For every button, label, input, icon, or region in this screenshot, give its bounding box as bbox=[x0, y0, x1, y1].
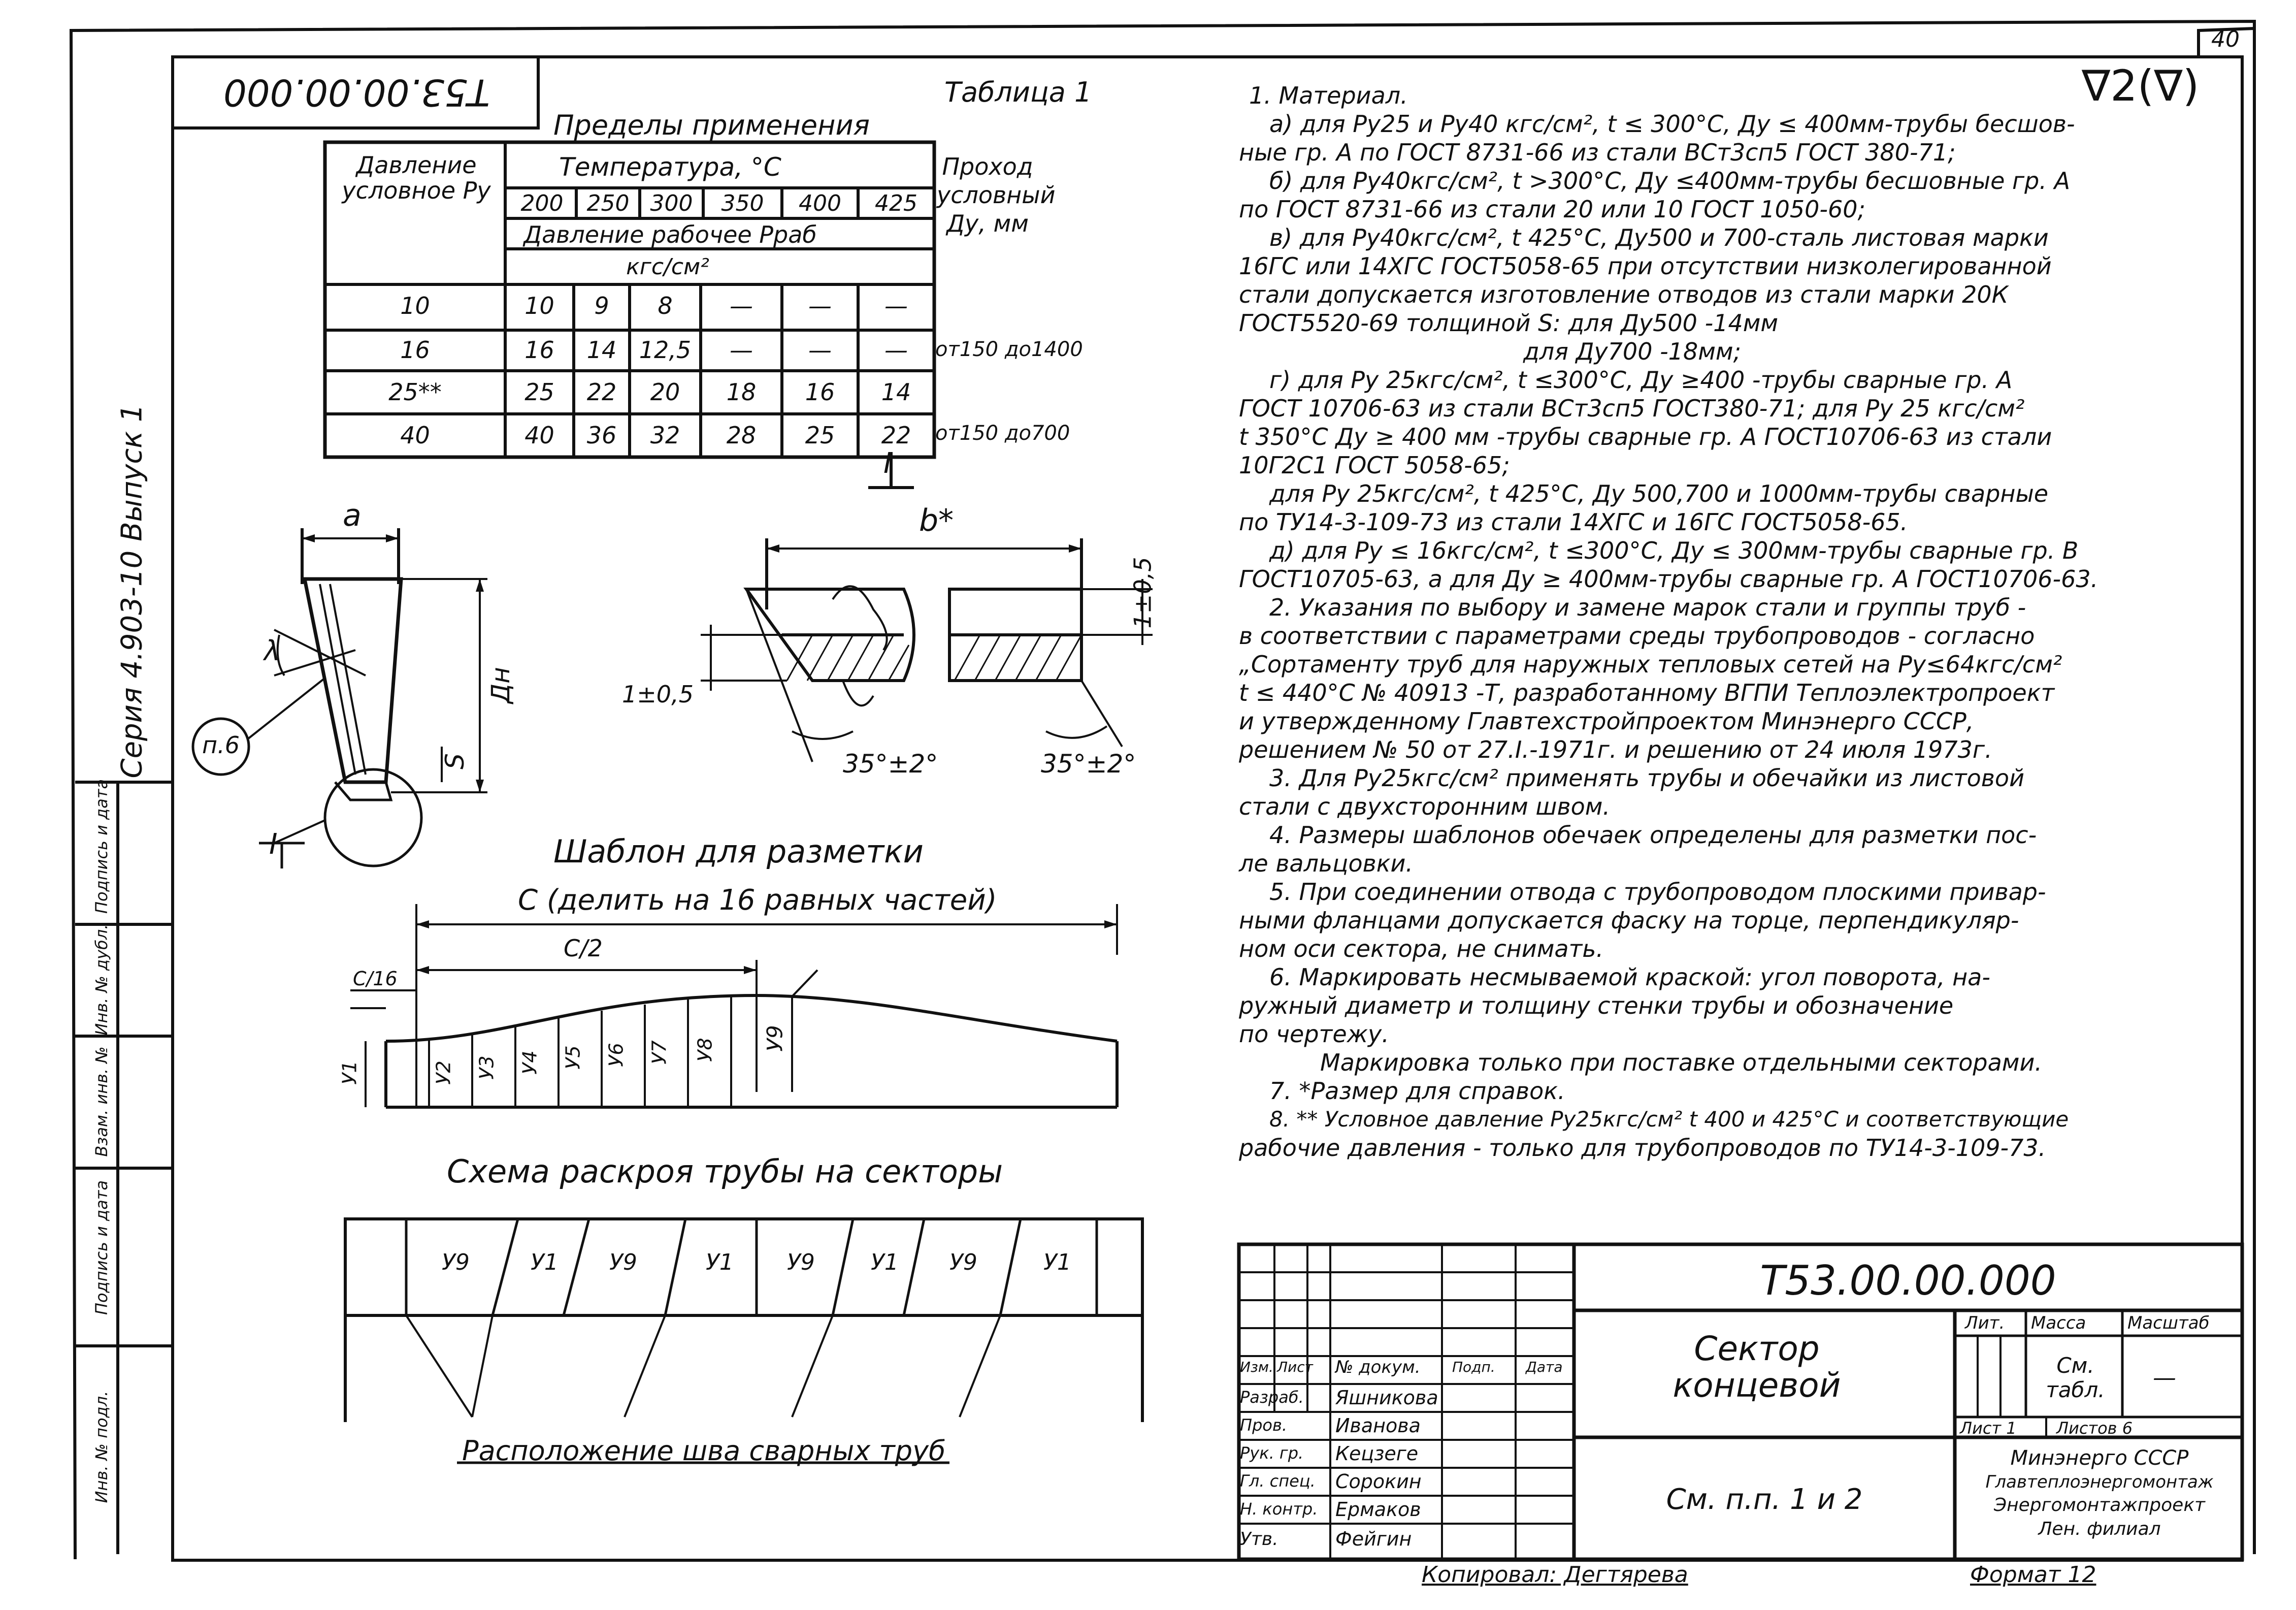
stamp-vzam-inv: Взам. инв. № bbox=[92, 1046, 111, 1157]
cell: — bbox=[730, 336, 753, 364]
tb-scale: Масштаб bbox=[2127, 1313, 2210, 1333]
row-py: 16 bbox=[400, 336, 430, 364]
tb-mass-value: См. табл. bbox=[2046, 1353, 2105, 1402]
row-py: 25** bbox=[388, 378, 442, 406]
note-line: 2. Указания по выбору и замене марок стали и группы труб - bbox=[1269, 594, 2026, 621]
table-title: Пределы применения bbox=[553, 109, 870, 141]
tb-role: Пров. bbox=[1240, 1415, 1287, 1435]
tb-sheet: Лист 1 bbox=[1960, 1419, 2017, 1438]
template-y-label: У3 bbox=[475, 1055, 498, 1080]
tb-person: Сорокин bbox=[1335, 1470, 1422, 1493]
title-block-material: См. п.п. 1 и 2 bbox=[1666, 1483, 1863, 1516]
row-py: 10 bbox=[400, 292, 430, 319]
cell: 32 bbox=[650, 422, 680, 449]
note-line: для Ду700 -18мм; bbox=[1523, 338, 1742, 365]
tb-org: Энергомонтажпроект bbox=[1993, 1495, 2206, 1516]
cutting-label: У9 bbox=[787, 1249, 815, 1275]
copied-by: Копировал: Дегтярева bbox=[1422, 1562, 1688, 1588]
notes-block bbox=[1239, 81, 2254, 1162]
cutting-label: У1 bbox=[531, 1249, 559, 1275]
note-line: б) для Ру40кгс/см², t >300°С, Ду ≤400мм-трубы бесшовные гр. А bbox=[1269, 167, 2071, 195]
note-line: ГОСТ5520-69 толщиной S: для Ду500 -14мм bbox=[1239, 309, 1779, 337]
working-pressure-header: Давление рабочее Рраб bbox=[523, 221, 817, 248]
note-line: в) для Ру40кгс/см², t 425°С, Ду500 и 700-сталь листовая марки bbox=[1269, 224, 2049, 251]
table-caption: Таблица 1 bbox=[944, 76, 1092, 108]
tb-person: Кецзеге bbox=[1335, 1442, 1419, 1465]
tb-scale-value: — bbox=[2153, 1364, 2176, 1391]
cutting-label: У9 bbox=[609, 1249, 637, 1275]
tb-org: Минэнерго СССР bbox=[2010, 1446, 2189, 1470]
template-y-label: У9 bbox=[762, 1025, 788, 1052]
cutting-label: У1 bbox=[871, 1249, 899, 1275]
tb-person: Фейгин bbox=[1335, 1528, 1412, 1550]
temp-250: 250 bbox=[586, 190, 630, 216]
note-line: 6. Маркировать несмываемой краской: угол поворота, на- bbox=[1269, 963, 1990, 991]
cell: 10 bbox=[524, 292, 554, 319]
cell: — bbox=[808, 336, 832, 364]
tb-role: Гл. спец. bbox=[1240, 1471, 1316, 1491]
tb-person: Яшникова bbox=[1335, 1387, 1438, 1409]
note-line: по ТУ14-3-109-73 из стали 14ХГС и 16ГС ГОСТ5058-65. bbox=[1239, 508, 1908, 536]
tb-head-list: Лист bbox=[1277, 1359, 1313, 1375]
note-line: ГОСТ10705-63, а для Ду ≥ 400мм-трубы сварные гр. А ГОСТ10706-63. bbox=[1239, 565, 2098, 593]
cell: 16 bbox=[805, 378, 835, 406]
row-py: 40 bbox=[400, 422, 430, 449]
note-line: для Ру 25кгс/см², t 425°С, Ду 500,700 и 1000мм-трубы сварные bbox=[1269, 480, 2049, 507]
tb-head-doc: № докум. bbox=[1335, 1357, 1421, 1377]
note-line: решением № 50 от 27.I.-1971г. и решению от 24 июля 1973г. bbox=[1239, 736, 1992, 763]
tb-org: Главтеплоэнергомонтаж bbox=[1985, 1472, 2214, 1492]
cell: 14 bbox=[881, 378, 911, 406]
cell: — bbox=[730, 292, 753, 319]
cutting-label: У1 bbox=[1043, 1249, 1071, 1275]
note-line: по ГОСТ 8731-66 из стали 20 или 10 ГОСТ 1050-60; bbox=[1239, 196, 1866, 223]
note-line: в соответствии с параметрами среды трубопроводов - согласно bbox=[1239, 622, 2035, 650]
template-title: Шаблон для разметки bbox=[553, 833, 924, 870]
tb-person: Ермаков bbox=[1335, 1498, 1421, 1521]
note-line: ными фланцами допускается фаску на торце, перпендикуляр- bbox=[1239, 907, 2019, 934]
section-mark-right: I bbox=[883, 447, 892, 480]
cell: — bbox=[884, 292, 908, 319]
note-line: а) для Ру25 и Ру40 кгс/см², t ≤ 300°С, Ду ≤ 400мм-трубы бесшов- bbox=[1269, 110, 2075, 138]
tb-lit: Лит. bbox=[1965, 1313, 2005, 1333]
tb-head-izm: Изм. bbox=[1240, 1359, 1273, 1375]
note-line: 10Г2С1 ГОСТ 5058-65; bbox=[1239, 452, 1510, 479]
angle-label-1: 35°±2° bbox=[843, 749, 938, 779]
cell: 9 bbox=[594, 292, 609, 319]
tb-head-date: Дата bbox=[1526, 1359, 1563, 1375]
cutting-label: У9 bbox=[442, 1249, 470, 1275]
note-line: Маркировка только при поставке отдельными секторами. bbox=[1320, 1049, 2043, 1076]
passage-range-1: от150 до1400 bbox=[935, 338, 1083, 361]
series-label: Серия 4.903-10 Выпуск 1 bbox=[115, 404, 149, 779]
template-y-label: У2 bbox=[432, 1060, 455, 1085]
template-y-label: У7 bbox=[648, 1040, 671, 1065]
note-line: 1. Материал. bbox=[1249, 82, 1408, 109]
cell: 25 bbox=[524, 378, 554, 406]
dim-s: S bbox=[440, 753, 470, 769]
dim-dn: Дн bbox=[485, 667, 515, 703]
cell: 36 bbox=[586, 422, 617, 449]
note-line: ружный диаметр и толщину стенки трубы и обозначение bbox=[1239, 992, 1954, 1019]
stamp-inv-dubl: Инв. № дубл. bbox=[92, 924, 111, 1036]
title-block-code: Т53.00.00.000 bbox=[1760, 1257, 2056, 1304]
tolerance-right: 1±0,5 bbox=[1129, 557, 1157, 629]
template-y-label: У1 bbox=[338, 1060, 361, 1085]
cell: 22 bbox=[586, 378, 617, 406]
note-line: стали с двухсторонним швом. bbox=[1239, 793, 1611, 820]
col-pressure-header: Давление условное Ру bbox=[342, 151, 491, 204]
stamp-inv-podl: Инв. № подл. bbox=[92, 1391, 111, 1503]
sheet-format: Формат 12 bbox=[1970, 1562, 2096, 1588]
temp-400: 400 bbox=[799, 190, 841, 216]
seam-location-label: Расположение шва сварных труб bbox=[462, 1435, 946, 1467]
cell: 25 bbox=[805, 422, 835, 449]
template-y-label: У6 bbox=[605, 1043, 628, 1067]
cell: 16 bbox=[524, 336, 554, 364]
cutting-label: У1 bbox=[706, 1249, 734, 1275]
stamp-sign-date-1: Подпись и дата bbox=[92, 1180, 111, 1315]
tb-person: Иванова bbox=[1335, 1414, 1421, 1437]
temp-300: 300 bbox=[650, 190, 693, 216]
template-y-label: У8 bbox=[694, 1038, 716, 1062]
note-line: г) для Ру 25кгс/см², t ≤300°С, Ду ≥400 -трубы сварные гр. А bbox=[1269, 366, 2013, 394]
roughness-symbol: ∇2(∇) bbox=[2082, 61, 2200, 111]
cell: 18 bbox=[726, 378, 757, 406]
cell: 20 bbox=[650, 378, 680, 406]
temp-200: 200 bbox=[520, 190, 564, 216]
col-passage-header: Проход условный Ду, мм bbox=[937, 153, 1056, 237]
tb-role: Н. контр. bbox=[1240, 1499, 1318, 1519]
tb-org: Лен. филиал bbox=[2038, 1519, 2161, 1539]
angle-label-2: 35°±2° bbox=[1041, 749, 1136, 779]
unit-header: кгс/см² bbox=[626, 254, 709, 280]
note-line: рабочие давления - только для трубопроводов по ТУ14-3-109-73. bbox=[1239, 1134, 2046, 1162]
note-line: д) для Ру ≤ 16кгс/см², t ≤300°С, Ду ≤ 300мм-трубы сварные гр. В bbox=[1269, 537, 2079, 564]
title-block-name: Сектор концевой bbox=[1672, 1329, 1841, 1405]
note-line: 16ГС или 14ХГС ГОСТ5058-65 при отсутствии низколегированной bbox=[1239, 252, 2052, 280]
note-line: 8. ** Условное давление Ру25кгс/см² t 400 и 425°С и соответствующие bbox=[1269, 1107, 2069, 1132]
template-c-half: С/2 bbox=[564, 935, 603, 962]
temp-425: 425 bbox=[875, 190, 917, 216]
cell: 8 bbox=[658, 292, 673, 319]
cutting-label: У9 bbox=[949, 1249, 977, 1275]
note-line: ные гр. А по ГОСТ 8731-66 из стали ВСт3сп5 ГОСТ 380-71; bbox=[1239, 139, 1956, 166]
template-y-label: У5 bbox=[562, 1045, 584, 1070]
tb-role: Рук. гр. bbox=[1240, 1443, 1304, 1463]
note-line: ГОСТ 10706-63 из стали ВСт3сп5 ГОСТ380-71; для Ру 25 кгс/см² bbox=[1239, 395, 2025, 422]
template-c-16: С/16 bbox=[353, 968, 398, 990]
note-line: 3. Для Ру25кгс/см² применять трубы и обечайки из листовой bbox=[1269, 764, 2024, 792]
page-number: 40 bbox=[2211, 26, 2240, 52]
note-ref-circle-label: п.6 bbox=[202, 731, 240, 759]
drawing-code-top: Т53.00.00.000 bbox=[223, 71, 490, 114]
note-line: ле вальцовки. bbox=[1239, 850, 1414, 877]
dim-b: b* bbox=[919, 503, 954, 538]
note-line: стали допускается изготовление отводов из стали марки 20К bbox=[1239, 281, 2009, 308]
note-line: t ≤ 440°С № 40913 -Т, разработанному ВГПИ Теплоэлектропроект bbox=[1239, 679, 2055, 706]
note-line: 7. *Размер для справок. bbox=[1269, 1077, 1565, 1105]
note-line: 5. При соединении отвода с трубопроводом плоскими привар- bbox=[1269, 878, 2046, 906]
cutting-title: Схема раскроя трубы на секторы bbox=[447, 1153, 1003, 1190]
col-temperature-header: Температура, °С bbox=[559, 152, 781, 182]
note-line: и утвержденному Главтехстройпроектом Минэнерго СССР, bbox=[1239, 707, 1974, 735]
stamp-sign-date-2: Подпись и дата bbox=[92, 779, 111, 914]
cell: 12,5 bbox=[639, 336, 692, 364]
tb-role: Разраб. bbox=[1240, 1388, 1304, 1407]
passage-range-2: от150 до700 bbox=[935, 422, 1070, 445]
template-y-label: У4 bbox=[518, 1050, 541, 1075]
note-line: ном оси сектора, не снимать. bbox=[1239, 935, 1604, 962]
angle-alpha: λ bbox=[264, 635, 280, 667]
note-line: t 350°С Ду ≥ 400 мм -трубы сварные гр. А ГОСТ10706-63 из стали bbox=[1239, 423, 2052, 450]
dim-a: a bbox=[343, 498, 362, 533]
cell: 22 bbox=[881, 422, 911, 449]
tb-role: Утв. bbox=[1240, 1529, 1278, 1550]
note-line: „Сортаменту труб для наружных тепловых сетей на Ру≤64кгс/см² bbox=[1239, 651, 2062, 678]
template-c-label: С (делить на 16 равных частей) bbox=[518, 884, 997, 917]
note-line: 4. Размеры шаблонов обечаек определены для разметки пос- bbox=[1269, 821, 2037, 849]
tb-mass: Масса bbox=[2031, 1313, 2086, 1333]
section-mark-left: I bbox=[269, 828, 278, 861]
cell: 14 bbox=[586, 336, 617, 364]
tolerance-left: 1±0,5 bbox=[622, 681, 694, 708]
tb-sheets: Листов 6 bbox=[2056, 1419, 2133, 1438]
cell: — bbox=[884, 336, 908, 364]
note-line: по чертежу. bbox=[1239, 1020, 1389, 1048]
temp-350: 350 bbox=[721, 190, 764, 216]
tb-head-sign: Подп. bbox=[1452, 1359, 1495, 1375]
cell: 28 bbox=[726, 422, 757, 449]
cell: 40 bbox=[524, 422, 554, 449]
cell: — bbox=[808, 292, 832, 319]
